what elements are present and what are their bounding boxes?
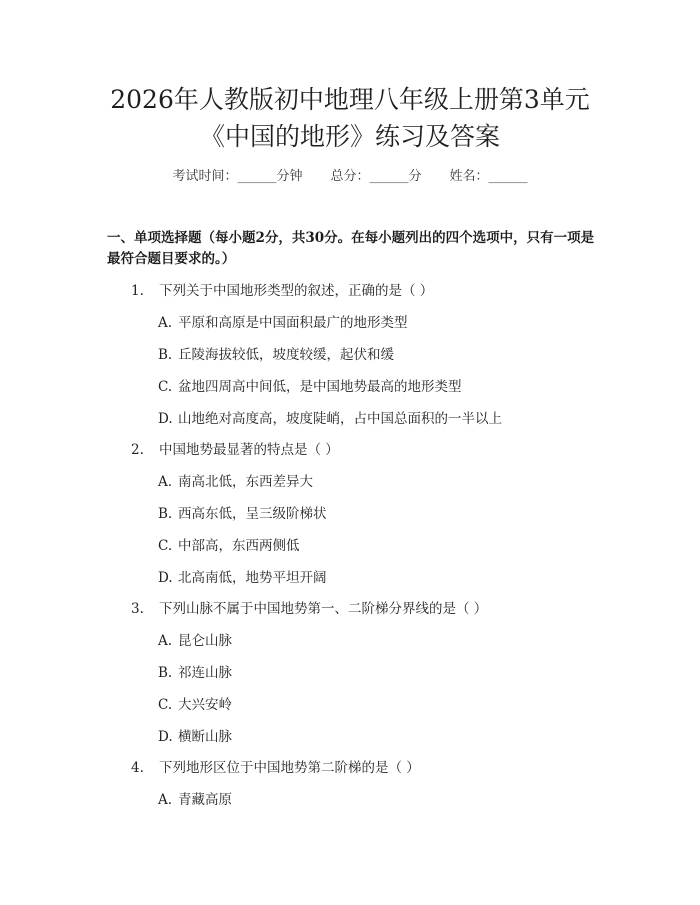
- section-header-single-choice: 一、单项选择题（每小题2分，共30分。在每小题列出的四个选项中，只有一项是最符合题目要求的。）: [107, 230, 595, 267]
- document-title-line-1: 2026年人教版初中地理八年级上册第3单元: [110, 85, 590, 114]
- option-letter: A.: [158, 792, 173, 808]
- question-3-option-b: [158, 663, 232, 683]
- option-letter: A.: [158, 315, 173, 331]
- option-text: 丘陵海拔较低，坡度较缓，起伏和缓: [178, 347, 394, 363]
- question-1: [131, 281, 433, 301]
- option-text: 盆地四周高中间低，是中国地势最高的地形类型: [178, 379, 462, 395]
- option-letter: A.: [158, 474, 173, 490]
- option-letter: A.: [158, 633, 173, 649]
- exam-time-field: 考试时间：______分钟: [172, 169, 303, 184]
- option-letter: C.: [158, 379, 173, 395]
- question-1-option-d: [158, 409, 502, 429]
- option-text: 南高北低，东西差异大: [178, 474, 313, 490]
- question-3: [131, 599, 487, 619]
- question-1-option-c: [158, 377, 462, 397]
- option-letter: B.: [158, 665, 173, 681]
- option-text: 中部高，东西两侧低: [178, 538, 300, 554]
- option-text: 大兴安岭: [178, 697, 232, 713]
- question-2-option-a: [158, 472, 313, 492]
- question-1-option-b: [158, 345, 394, 365]
- option-text: 横断山脉: [178, 729, 232, 745]
- question-3-option-d: [158, 727, 232, 747]
- option-letter: D.: [158, 570, 173, 586]
- question-text: 中国地势最显著的特点是（ ）: [159, 442, 339, 458]
- document-title-line-2: 《中国的地形》练习及答案: [199, 122, 500, 151]
- question-2-option-c: [158, 536, 300, 556]
- option-letter: D.: [158, 729, 173, 745]
- option-text: 山地绝对高度高，坡度陡峭，占中国总面积的一半以上: [178, 411, 502, 427]
- option-letter: D.: [158, 411, 173, 427]
- question-text: 下列地形区位于中国地势第二阶梯的是（ ）: [159, 760, 420, 776]
- exam-name-field: 姓名：______: [449, 169, 528, 184]
- question-1-option-a: [158, 313, 408, 333]
- option-text: 昆仑山脉: [178, 633, 232, 649]
- question-number: 2.: [131, 442, 144, 458]
- question-number: 4.: [131, 760, 144, 776]
- exam-score-field: 总分：______分: [330, 169, 422, 184]
- question-4: [131, 758, 420, 778]
- exam-info-line: [0, 167, 700, 187]
- option-text: 西高东低，呈三级阶梯状: [178, 506, 327, 522]
- question-text: 下列关于中国地形类型的叙述，正确的是（ ）: [159, 283, 434, 299]
- option-letter: B.: [158, 506, 173, 522]
- option-letter: B.: [158, 347, 173, 363]
- option-text: 祁连山脉: [178, 665, 232, 681]
- question-number: 3.: [131, 601, 144, 617]
- question-2-option-b: [158, 504, 327, 524]
- question-3-option-a: [158, 631, 232, 651]
- option-text: 平原和高原是中国面积最广的地形类型: [178, 315, 408, 331]
- question-4-option-a: [158, 790, 232, 810]
- question-text: 下列山脉不属于中国地势第一、二阶梯分界线的是（ ）: [159, 601, 488, 617]
- question-number: 1.: [131, 283, 144, 299]
- option-letter: C.: [158, 697, 173, 713]
- option-text: 北高南低，地势平坦开阔: [178, 570, 327, 586]
- question-3-option-c: [158, 695, 232, 715]
- question-2: [131, 440, 339, 460]
- option-letter: C.: [158, 538, 173, 554]
- question-2-option-d: [158, 568, 327, 588]
- option-text: 青藏高原: [178, 792, 232, 808]
